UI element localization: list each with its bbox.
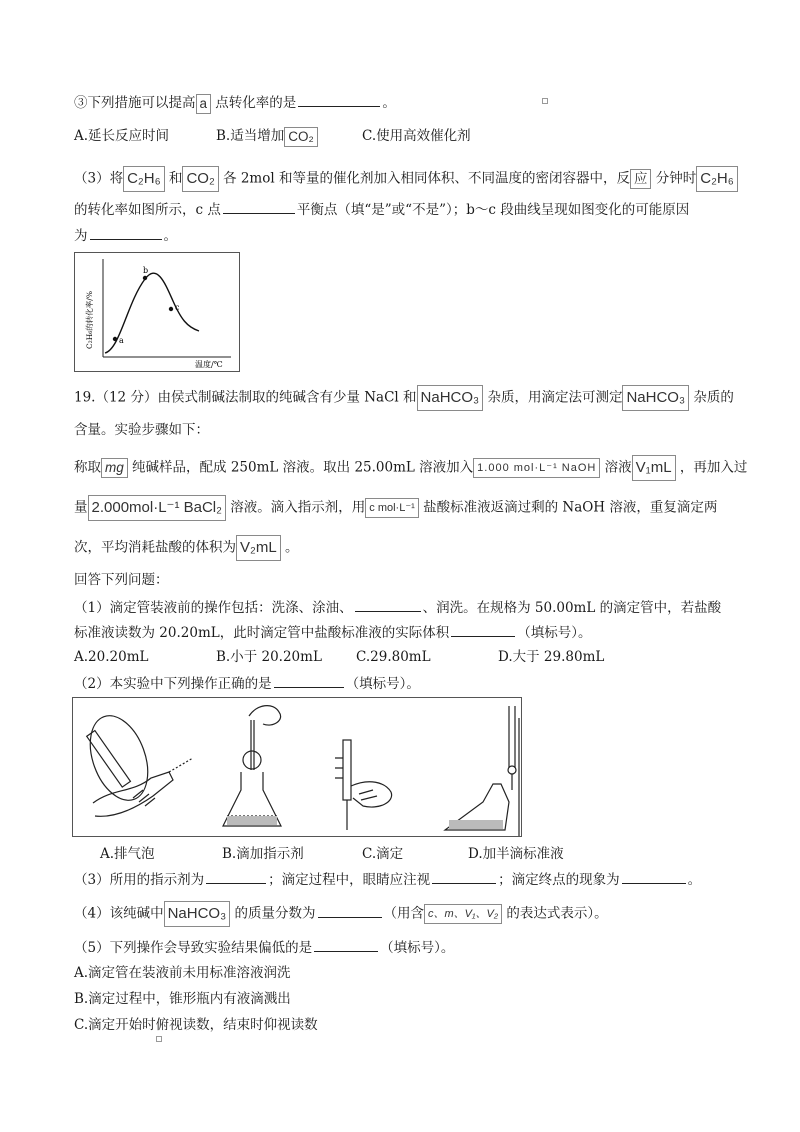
caption-d: D.加半滴标准液 [468,846,564,862]
point-c-label: c [175,303,180,312]
answer-blank[interactable] [451,622,515,637]
apparatus-a-illustration [80,708,193,817]
formula-box: C₂H₆ [123,166,165,192]
option-c: C.使用高效催化剂 [362,128,471,144]
y-axis-label: C₂H₆的转化率/% [85,291,94,349]
point-a-label: a [119,336,124,345]
answer-blank[interactable] [274,673,344,688]
sub1-line1: （1）滴定管装液前的操作包括：洗涤、涂油、 、润洗。在规格为 50.00mL 的滴定管中，若盐酸 [74,597,721,618]
formula-box: NaHCO₃ [164,901,231,927]
answer-blank[interactable] [622,869,686,884]
answer-blank[interactable] [223,199,295,214]
graph-svg [75,253,239,371]
formula-box: 应 [630,169,652,189]
apparatus-d-illustration [445,706,519,836]
point-b-label: b [143,266,149,275]
answer-blank[interactable] [314,937,378,952]
answer-blank[interactable] [90,225,162,240]
apparatus-figure [72,697,522,837]
formula-box: NaHCO₃ [417,385,484,411]
q19-line1: 19.（12 分）由侯式制碱法制取的纯碱含有少量 NaCl 和 NaHCO₃ 杂质，用滴定法可测定 NaHCO₃ 杂质的 [74,385,734,411]
formula-box: C₂H₆ [696,166,738,192]
answer-blank[interactable] [355,597,421,612]
sub3-line: （3）所用的指示剂为 ；滴定过程中，眼睛应注视 ；滴定终点的现象为 。 [74,869,701,890]
formula-box: CO₂ [182,166,218,192]
formula-box: 1.000 mol·L⁻¹ NaOH [473,458,600,478]
answer-blank[interactable] [206,869,266,884]
formula-box: V₁mL [632,455,676,481]
formula-box: mg [101,458,128,478]
apparatus-svg [73,698,521,836]
caption-a: A.排气泡 [100,846,155,862]
option-b: B.适当增加 CO₂ [216,126,318,147]
part3-line1: （3）将 C₂H₆ 和 CO₂ 各 2mol 和等量的催化剂加入相同体积、不同温度的密闭容器中，反 应 分钟时 C₂H₆ [74,166,738,192]
point-c-dot [169,307,173,311]
formula-box: c mol·L⁻¹ [365,498,419,518]
sub5-option-a: A.滴定管在装液前未用标准溶液润洗 [74,965,291,981]
q19-line2: 含量。实验步骤如下： [74,422,209,438]
q19-line5: 次，平均消耗盐酸的体积为 V₂mL 。 [74,535,298,561]
question-3-line [74,92,396,114]
formula-box: CO₂ [284,127,318,147]
formula-box: V₂mL [236,535,281,561]
text: 。 [382,95,396,111]
marker-square [156,1036,162,1042]
sub2-line: （2）本实验中下列操作正确的是 （填标号）。 [74,673,420,694]
option-a: A.延长反应时间 [74,128,170,144]
part3-line3: 为 。 [74,225,177,246]
q19-line4: 量 2.000mol·L⁻¹ BaCl₂ 溶液。滴入指示剂，用 c mol·L⁻¹ 盐酸标准液返滴过剩的 NaOH 溶液，重复滴定两 [74,495,717,521]
sub1-option-b: B.小于 20.20mL [216,649,322,665]
sub1-line2: 标准液读数为 20.20mL，此时滴定管中盐酸标准液的实际体积 （填标号）。 [74,622,591,643]
apparatus-c-illustration [335,740,392,830]
sub5-line: （5）下列操作会导致实验结果偏低的是 （填标号）。 [74,937,454,958]
sub5-option-b: B.滴定过程中，锥形瓶内有液滴溅出 [74,991,291,1007]
point-a-dot [113,337,117,341]
text: 点转化率的是 [211,95,297,111]
caption-c: C.滴定 [362,846,404,862]
marker-square [542,98,548,104]
formula-box: 2.000mol·L⁻¹ BaCl₂ [88,495,226,521]
formula-box: NaHCO₃ [622,385,689,411]
text: ③下列措施可以提高 [74,95,196,111]
sub1-option-c: C.29.80mL [356,649,431,665]
answer-blank[interactable] [298,92,380,107]
formula-box: a [196,94,212,114]
point-b-dot [143,276,147,280]
conversion-graph [74,252,240,372]
caption-b: B.滴加指示剂 [222,846,304,862]
sub5-option-c: C.滴定开始时俯视读数，结束时仰视读数 [74,1017,318,1033]
sub1-option-d: D.大于 29.80mL [498,649,605,665]
q19-line3: 称取 mg 纯碱样品，配成 250mL 溶液。取出 25.00mL 溶液加入 1.000 mol·L⁻¹ NaOH 溶液 V₁mL ，再加入过 [74,455,747,481]
sub1-option-a: A.20.20mL [74,649,149,665]
formula-box: c、m、V₁、V₂ [424,904,502,924]
sub4-line: （4）该纯碱中 NaHCO₃ 的质量分数为 （用含 c、m、V₁、V₂ 的表达式表示）。 [74,901,608,927]
part3-line2: 的转化率如图所示，c 点 平衡点（填“是”或“不是”）；b～c 段曲线呈现如图变化的可能原因 [74,199,689,220]
answer-blank[interactable] [432,869,496,884]
q19-line6: 回答下列问题： [74,572,169,588]
x-axis-label: 温度/℃ [195,360,223,369]
answer-blank[interactable] [318,903,382,918]
apparatus-b-illustration [223,706,281,826]
